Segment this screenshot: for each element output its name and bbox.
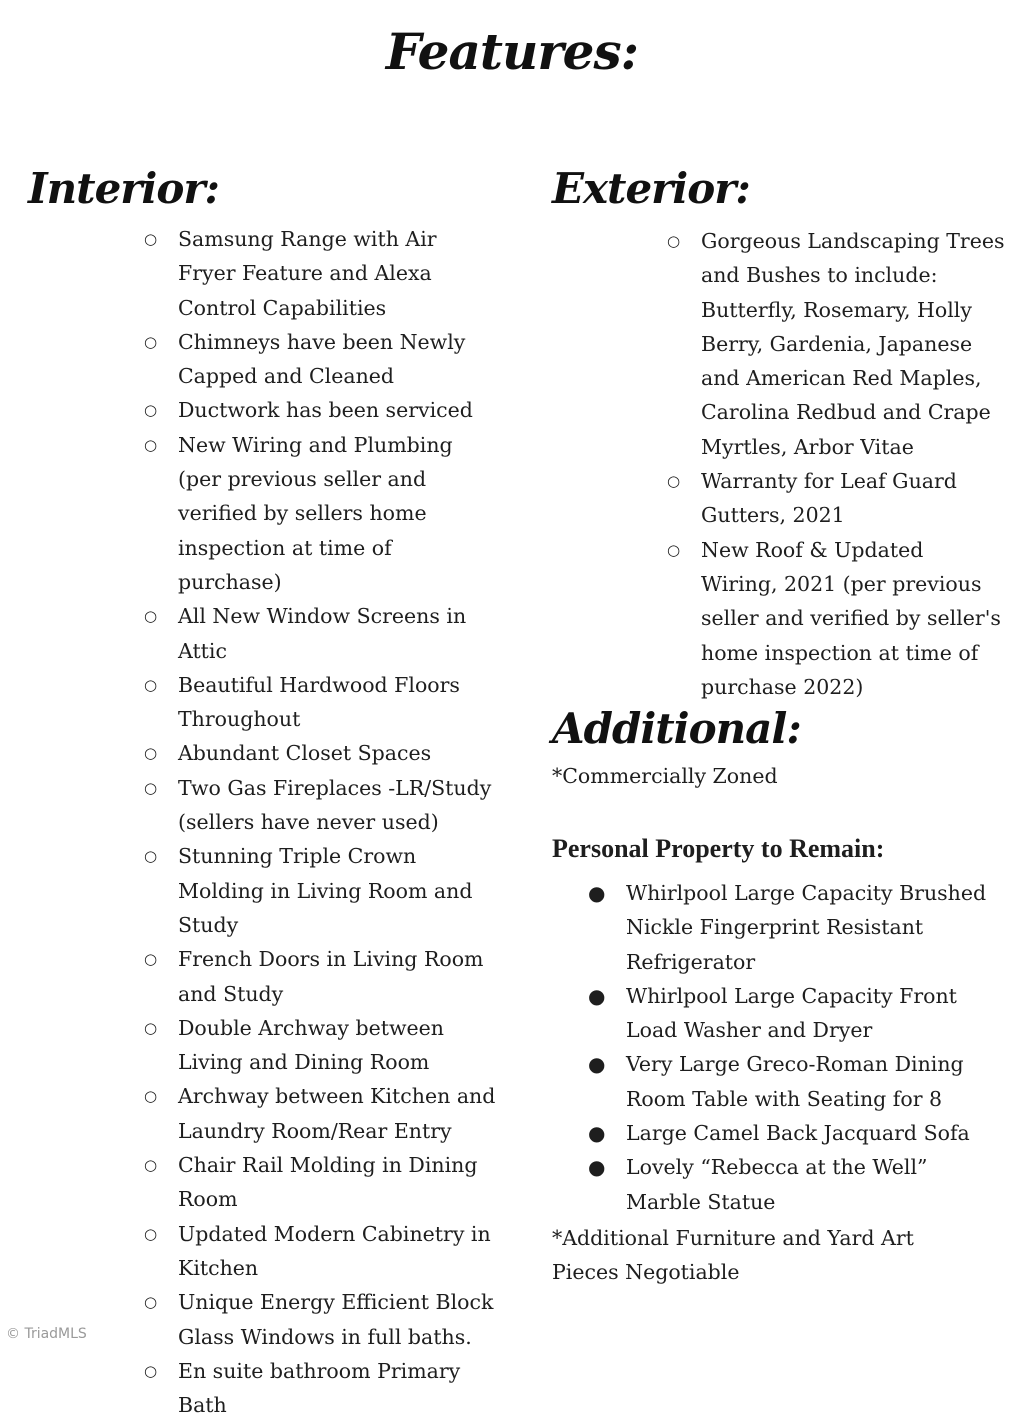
interior-list	[144, 222, 496, 1422]
list-item-text: Whirlpool Large Capacity Brushed Nickle Fingerprint Resistant Refrigerator	[626, 881, 987, 974]
list-item-text: Updated Modern Cabinetry in Kitchen	[178, 1221, 491, 1280]
bullet-icon: ○	[667, 232, 681, 250]
interior-item	[144, 393, 496, 427]
exterior-heading: Exterior:	[552, 164, 750, 213]
bullet-icon: ○	[144, 778, 158, 797]
bullet-icon: ○	[144, 1156, 158, 1175]
bullet-icon: ○	[144, 1087, 158, 1106]
interior-item	[144, 839, 496, 942]
bullet-icon: ○	[667, 472, 681, 491]
interior-item	[144, 942, 496, 1011]
list-item-text: Warranty for Leaf Guard Gutters, 2021	[701, 469, 957, 528]
list-item-text: Large Camel Back Jacquard Sofa	[626, 1121, 970, 1146]
bullet-icon: ●	[588, 1052, 606, 1077]
list-item-text: Chimneys have been Newly Capped and Cleaned	[178, 329, 466, 389]
bullet-icon: ●	[588, 983, 606, 1008]
bullet-icon: ○	[144, 332, 158, 351]
interior-item	[144, 1217, 496, 1286]
list-item-text: New Roof & Updated Wiring, 2021 (per previous seller and verified by seller's home inspection at time of purchase 2022)	[701, 537, 1001, 699]
list-item-text: Stunning Triple Crown Molding in Living Room and Study	[178, 844, 473, 937]
exterior-list	[667, 224, 1006, 704]
bullet-icon: ●	[588, 881, 606, 905]
interior-item	[144, 668, 496, 737]
personal-property-item	[588, 876, 1006, 979]
list-item-text: En suite bathroom Primary Bath	[178, 1358, 461, 1418]
interior-item	[144, 325, 496, 394]
interior-item	[144, 599, 496, 668]
list-item-text: Samsung Range with Air Fryer Feature and Alexa Control Capabilities	[178, 227, 437, 320]
bullet-icon: ○	[144, 1224, 158, 1243]
interior-item	[144, 1354, 496, 1422]
list-item-text: Gorgeous Landscaping Trees and Bushes to include: Butterfly, Rosemary, Holly Berry, Gardenia, Japanese and American Red Maples, Carolina Redbud and Crape Myrtles, Arbor Vitae	[701, 229, 1005, 459]
list-item-text: Beautiful Hardwood Floors Throughout	[178, 672, 460, 732]
furniture-note: *Additional Furniture and Yard Art Pieces Negotiable	[552, 1226, 914, 1285]
interior-item	[144, 222, 496, 325]
list-item-text: Unique Energy Efficient Block Glass Windows in full baths.	[178, 1290, 494, 1349]
list-item-text: Very Large Greco-Roman Dining Room Table with Seating for 8	[626, 1052, 964, 1111]
bullet-icon: ○	[144, 847, 158, 866]
bullet-icon: ○	[667, 540, 681, 559]
list-item-text: Double Archway between Living and Dining Room	[178, 1015, 444, 1075]
bullet-icon: ○	[144, 607, 158, 626]
bullet-icon: ○	[144, 950, 158, 969]
list-item-text: New Wiring and Plumbing (per previous seller and verified by sellers home inspection at time of purchase)	[178, 432, 453, 594]
page-title: Features:	[385, 22, 639, 81]
interior-item	[144, 428, 496, 599]
exterior-item	[667, 224, 1006, 464]
bullet-icon: ●	[588, 1121, 606, 1146]
interior-item	[144, 1148, 496, 1217]
personal-property-item	[588, 1116, 1006, 1150]
list-item-text: Lovely “Rebecca at the Well” Marble Statue	[626, 1155, 928, 1214]
list-item-text: All New Window Screens in Attic	[178, 604, 467, 663]
bullet-icon: ●	[588, 1155, 606, 1180]
list-item-text: Two Gas Fireplaces -LR/Study (sellers have never used)	[178, 775, 492, 835]
interior-item	[144, 771, 496, 840]
list-item-text: Abundant Closet Spaces	[178, 741, 432, 766]
personal-property-list	[588, 876, 1006, 1219]
additional-heading: Additional:	[552, 704, 801, 753]
watermark: © TriadMLS	[6, 1326, 87, 1342]
bullet-icon: ○	[144, 1361, 158, 1380]
personal-property-item	[588, 979, 1006, 1048]
interior-heading: Interior:	[28, 164, 220, 213]
bullet-icon: ○	[144, 744, 158, 763]
commercially-zoned-note: *Commercially Zoned	[552, 764, 778, 788]
list-item-text: French Doors in Living Room and Study	[178, 947, 484, 1006]
bullet-icon: ○	[144, 675, 158, 694]
exterior-item	[667, 533, 1006, 704]
bullet-icon: ○	[144, 1293, 158, 1312]
personal-property-item	[588, 1047, 1006, 1116]
interior-item	[144, 736, 496, 770]
personal-property-heading: Personal Property to Remain:	[552, 834, 885, 863]
personal-property-item	[588, 1150, 1006, 1219]
interior-item	[144, 1011, 496, 1080]
interior-item	[144, 1079, 496, 1148]
list-item-text: Archway between Kitchen and Laundry Room/Rear Entry	[178, 1084, 496, 1143]
bullet-icon: ○	[144, 230, 158, 248]
list-item-text: Ductwork has been serviced	[178, 398, 473, 423]
bullet-icon: ○	[144, 435, 158, 454]
bullet-icon: ○	[144, 1018, 158, 1037]
bullet-icon: ○	[144, 401, 158, 420]
list-item-text: Whirlpool Large Capacity Front Load Washer and Dryer	[626, 983, 957, 1043]
exterior-item	[667, 464, 1006, 533]
interior-item	[144, 1285, 496, 1354]
list-item-text: Chair Rail Molding in Dining Room	[178, 1153, 478, 1212]
